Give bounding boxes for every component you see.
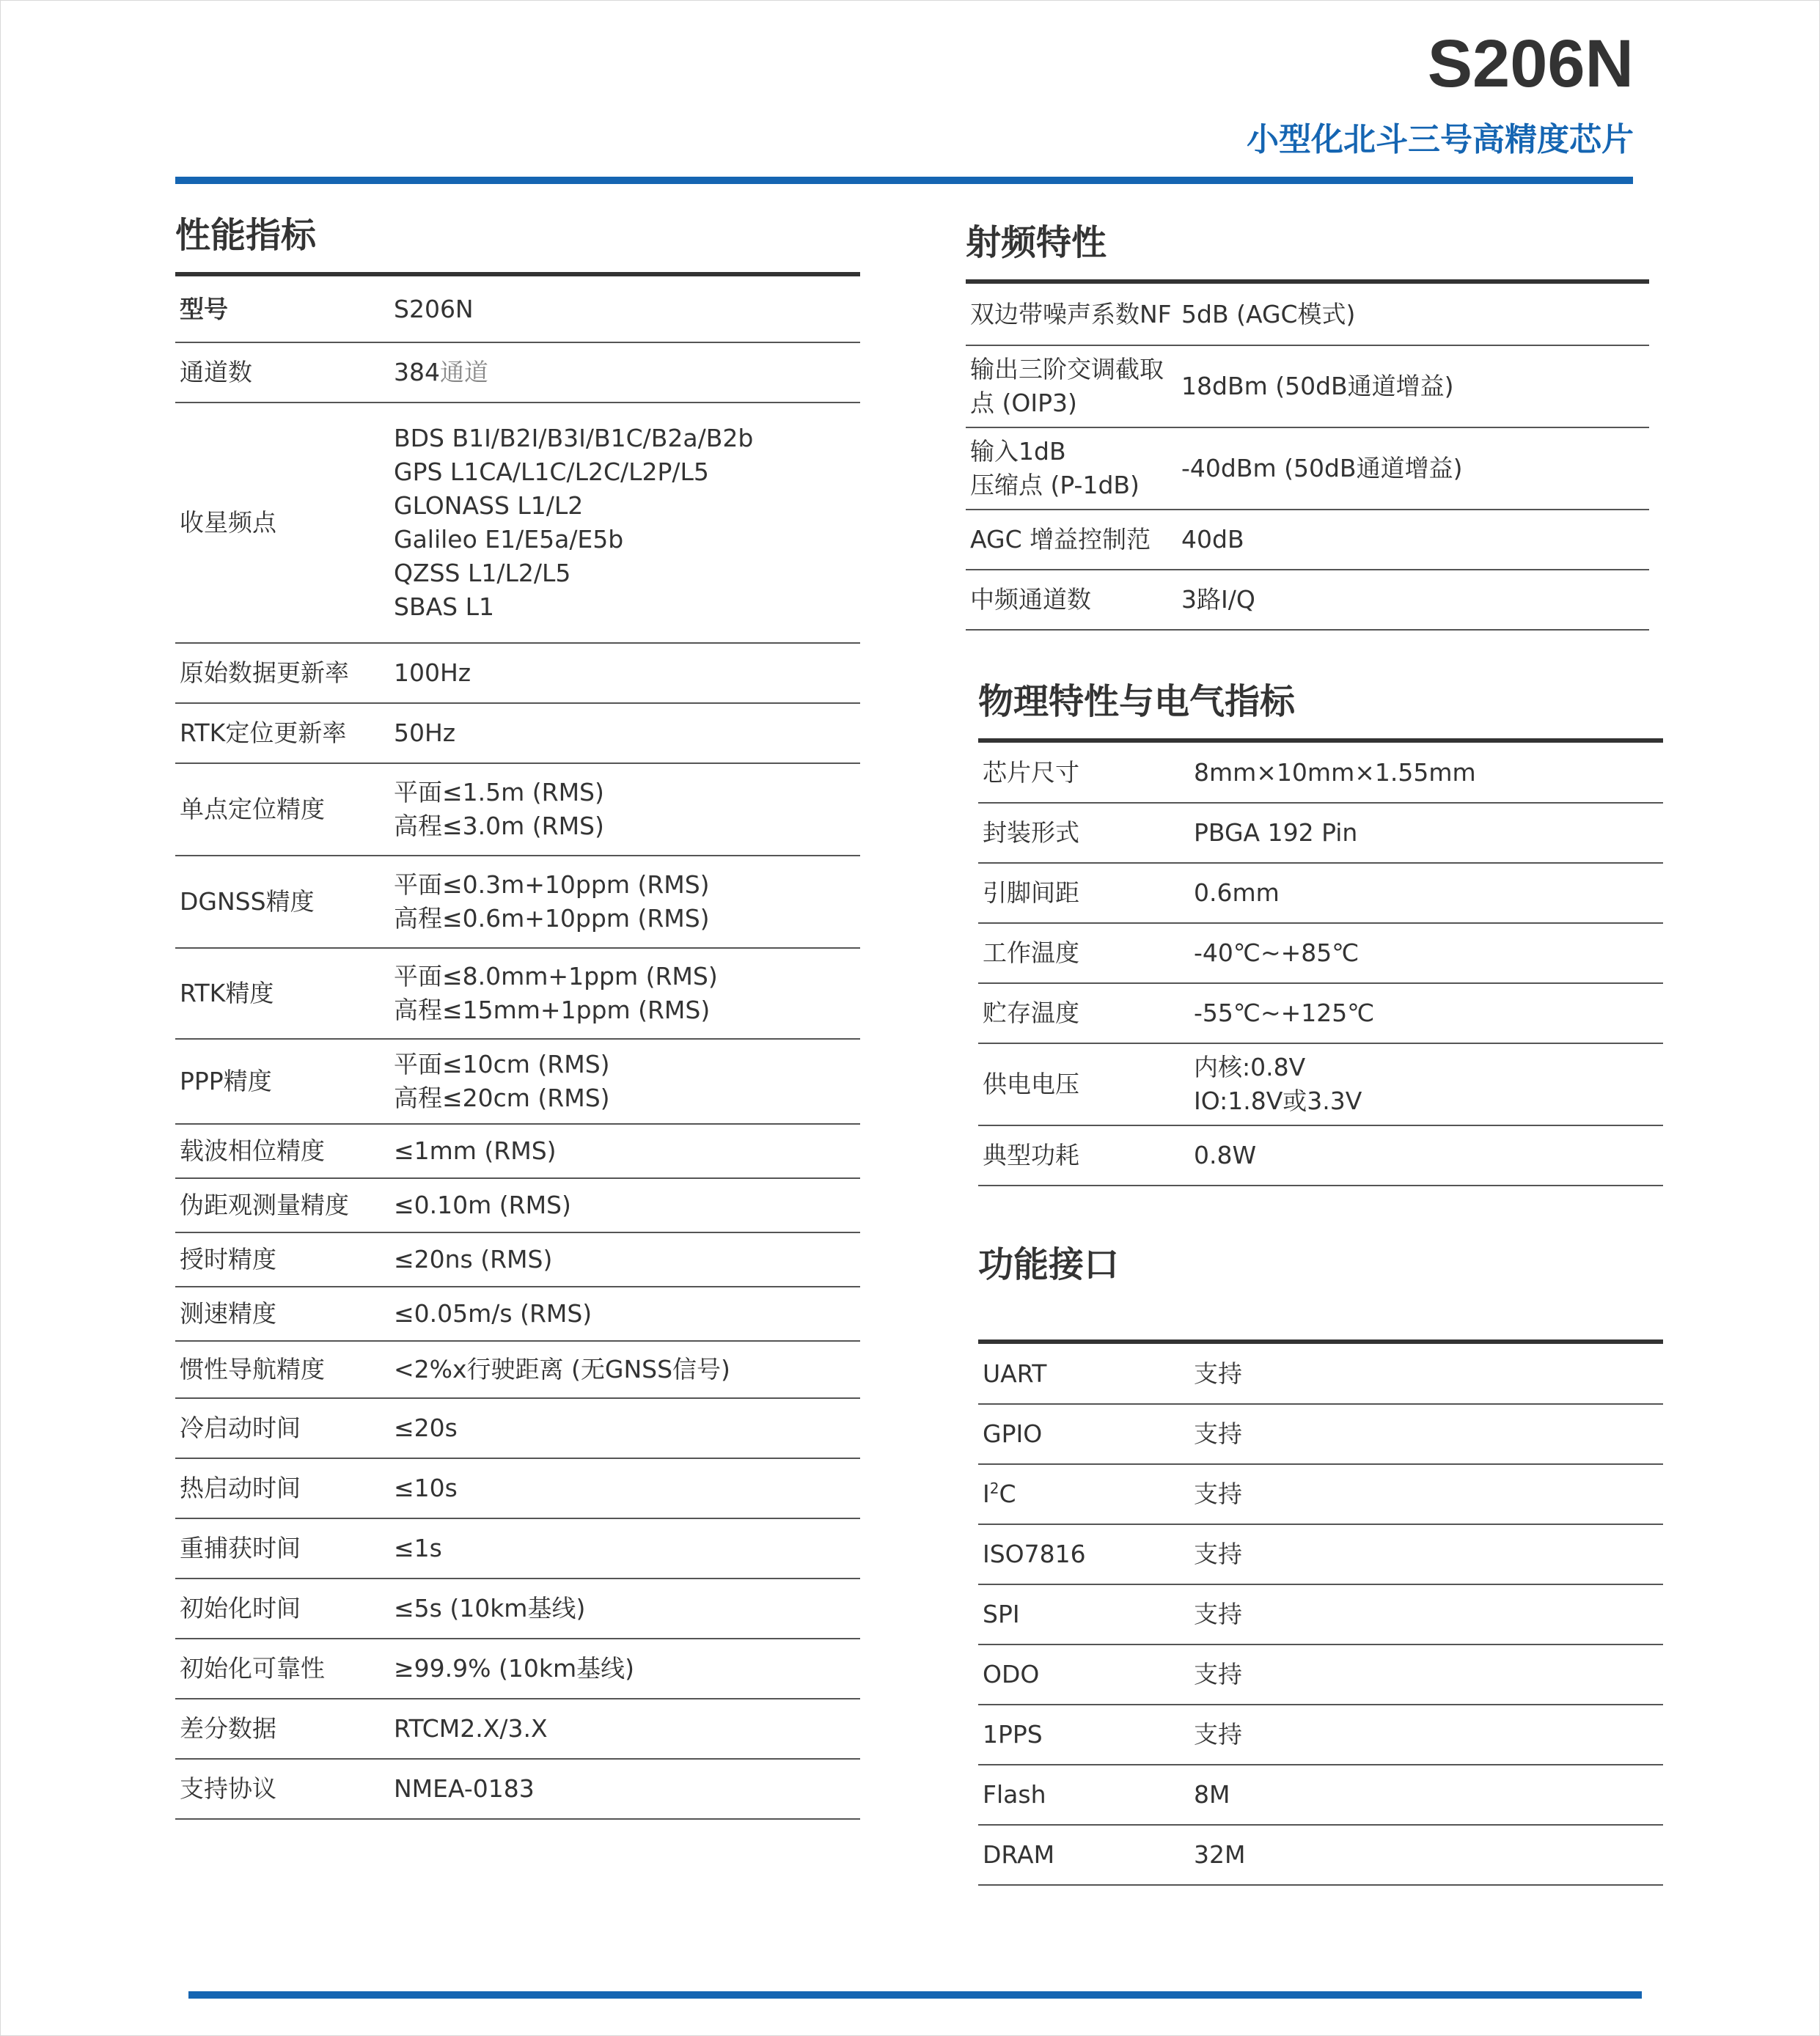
table-row [175, 1341, 860, 1398]
spec-key [175, 1232, 394, 1287]
spec-value [1181, 570, 1649, 630]
spec-value [1194, 1404, 1663, 1464]
spec-key [966, 427, 1181, 510]
section-title: 物理特性与电气指标 [978, 681, 1296, 722]
spec-value [1194, 983, 1663, 1043]
spec-key [978, 923, 1194, 983]
spec-value-line: 平面≤10cm (RMS) [394, 1050, 610, 1078]
spec-key-line: GPIO [983, 1419, 1043, 1448]
spec-value [1194, 743, 1663, 803]
spec-key-tail: C [999, 1480, 1016, 1508]
spec-key [978, 1464, 1194, 1524]
spec-value [394, 342, 860, 403]
table-row [175, 1699, 860, 1759]
table-row [978, 923, 1663, 983]
spec-key [175, 1458, 394, 1518]
spec-value [1194, 863, 1663, 923]
spec-key-line: DRAM [983, 1840, 1055, 1869]
spec-value-line: 内核:0.8V [1194, 1053, 1306, 1081]
spec-key-line: 工作温度 [983, 938, 1079, 967]
spec-value [394, 1398, 860, 1458]
spec-key-line: 初始化可靠性 [180, 1654, 325, 1683]
spec-key [175, 403, 394, 643]
spec-value-line: -55℃~+125℃ [1194, 999, 1375, 1027]
spec-value [1194, 1524, 1663, 1584]
spec-value-line: 8M [1194, 1780, 1230, 1809]
table-row [175, 1124, 860, 1178]
spec-value-line: 高程≤20cm (RMS) [394, 1084, 610, 1112]
spec-value-line: ≤5s (10km基线) [394, 1594, 586, 1622]
table-row [175, 1232, 860, 1287]
spec-value-line: 支持 [1194, 1720, 1242, 1749]
spec-value-line: 5dB (AGC模式) [1181, 299, 1356, 328]
table-row [175, 1178, 860, 1232]
spec-key [175, 1398, 394, 1458]
spec-value-line: 平面≤0.3m+10ppm (RMS) [394, 870, 710, 899]
spec-key-line: 原始数据更新率 [180, 658, 349, 687]
spec-value-line: 支持 [1194, 1419, 1242, 1448]
spec-value [1181, 284, 1649, 345]
top-blue-rule [175, 177, 1633, 184]
table-row [175, 1039, 860, 1124]
spec-value [394, 1639, 860, 1699]
spec-value-line: 0.8W [1194, 1141, 1257, 1169]
table-row [175, 643, 860, 703]
spec-value-line: 8mm×10mm×1.55mm [1194, 757, 1476, 787]
spec-key [175, 1178, 394, 1232]
spec-value-line: 高程≤15mm+1ppm (RMS) [394, 996, 711, 1024]
spec-key-line: 载波相位精度 [180, 1136, 325, 1165]
spec-value-line: QZSS L1/L2/L5 [394, 559, 571, 587]
table-row [175, 342, 860, 403]
spec-key-line: 测速精度 [180, 1299, 276, 1328]
spec-key [978, 1765, 1194, 1825]
spec-value [394, 948, 860, 1039]
spec-key-line: SPI [983, 1600, 1020, 1628]
spec-value-line: ≤0.05m/s (RMS) [394, 1299, 592, 1328]
spec-value [1194, 1344, 1663, 1404]
spec-key-line: 差分数据 [180, 1714, 276, 1743]
spec-key-line: 惯性导航精度 [180, 1355, 325, 1383]
spec-value [1181, 427, 1649, 510]
spec-value [394, 1039, 860, 1124]
spec-value-line: 平面≤1.5m (RMS) [394, 778, 604, 806]
table-row [966, 345, 1649, 427]
spec-value [394, 1287, 860, 1341]
spec-key [978, 1125, 1194, 1186]
spec-key [978, 1344, 1194, 1404]
spec-key-line: Flash [983, 1780, 1046, 1809]
spec-value [394, 703, 860, 763]
table-row [978, 1043, 1663, 1125]
spec-value-line: -40dBm (50dB通道增益) [1181, 454, 1463, 482]
spec-value [394, 276, 860, 342]
spec-key [978, 1043, 1194, 1125]
spec-value [394, 1178, 860, 1232]
spec-value [394, 1124, 860, 1178]
table-row [175, 856, 860, 948]
spec-value [1194, 803, 1663, 863]
spec-key-line: ODO [983, 1660, 1040, 1688]
spec-key [175, 856, 394, 948]
table-row [175, 1579, 860, 1639]
spec-key-line: RTK定位更新率 [180, 719, 347, 747]
table-row [978, 1644, 1663, 1705]
spec-key [978, 743, 1194, 803]
spec-key [175, 1287, 394, 1341]
spec-key-sup: 2 [989, 1480, 999, 1497]
spec-key [978, 1825, 1194, 1885]
spec-value-suffix: 通道 [440, 358, 488, 386]
spec-value [394, 403, 860, 643]
spec-key-line: 引脚间距 [983, 878, 1079, 907]
table-row [175, 1518, 860, 1579]
section-title: 射频特性 [966, 222, 1107, 263]
spec-key [978, 1584, 1194, 1644]
spec-key-line: 供电电压 [983, 1070, 1079, 1098]
spec-key-line: 压缩点 (P-1dB) [970, 471, 1140, 499]
spec-value-line: 100Hz [394, 658, 471, 687]
product-title: S206N [1427, 26, 1634, 101]
spec-key [978, 983, 1194, 1043]
spec-value-line: GLONASS L1/L2 [394, 491, 584, 520]
spec-key [175, 1579, 394, 1639]
spec-value-line: 0.6mm [1194, 878, 1280, 907]
product-subtitle: 小型化北斗三号高精度芯片 [1247, 121, 1634, 158]
spec-key [966, 510, 1181, 570]
spec-value-line: PBGA 192 Pin [1194, 818, 1358, 847]
spec-value [394, 1458, 860, 1518]
spec-key-line: PPP精度 [180, 1067, 272, 1095]
spec-key-line: 冷启动时间 [180, 1414, 301, 1442]
spec-value-line: ≤20s [394, 1414, 458, 1442]
spec-key [966, 345, 1181, 427]
spec-key [175, 703, 394, 763]
table-row [978, 803, 1663, 863]
spec-key-line: 支持协议 [180, 1774, 276, 1803]
spec-key-line: 重捕获时间 [180, 1534, 301, 1562]
table-row [966, 427, 1649, 510]
table-row [175, 1639, 860, 1699]
spec-key-line: 授时精度 [180, 1245, 276, 1274]
table-row [175, 948, 860, 1039]
rf-table [966, 284, 1649, 631]
spec-key-line: 收星频点 [180, 508, 276, 537]
spec-key-line: AGC 增益控制范 [970, 525, 1151, 554]
spec-value [1181, 345, 1649, 427]
spec-key-line: 点 (OIP3) [970, 389, 1077, 417]
table-row [978, 1125, 1663, 1186]
spec-value-line [394, 356, 856, 389]
interfaces-table [978, 1344, 1663, 1886]
spec-value [394, 1232, 860, 1287]
table-row [175, 1287, 860, 1341]
table-row [175, 1759, 860, 1819]
spec-key [175, 1124, 394, 1178]
table-row [175, 403, 860, 643]
spec-value-line: 18dBm (50dB通道增益) [1181, 372, 1454, 400]
spec-key [175, 1341, 394, 1398]
spec-key-line: 输入1dB [970, 437, 1066, 466]
spec-key-line: 中频通道数 [970, 585, 1091, 614]
table-row [978, 1765, 1663, 1825]
spec-value-line: ≤0.10m (RMS) [394, 1191, 571, 1219]
spec-key [175, 1518, 394, 1579]
spec-key-line: UART [983, 1359, 1047, 1388]
spec-key-line: 型号 [180, 294, 228, 323]
spec-value-line: SBAS L1 [394, 592, 494, 621]
spec-value-line: ≤20ns (RMS) [394, 1245, 553, 1274]
physical-section [978, 681, 1663, 1186]
spec-key [978, 1524, 1194, 1584]
spec-value-line: NMEA-0183 [394, 1774, 535, 1803]
table-row [966, 510, 1649, 570]
table-row [175, 1398, 860, 1458]
spec-key-line: 典型功耗 [983, 1141, 1079, 1169]
spec-key-line: I [983, 1480, 990, 1508]
table-row [175, 1458, 860, 1518]
spec-value-line: 40dB [1181, 525, 1244, 554]
spec-value [1194, 1125, 1663, 1186]
spec-value [1194, 1043, 1663, 1125]
table-row [175, 276, 860, 342]
table-row [978, 863, 1663, 923]
spec-value-line: 384 [394, 358, 440, 386]
spec-value [1194, 1765, 1663, 1825]
spec-value-line: 支持 [1194, 1359, 1242, 1388]
spec-key-line: ISO7816 [983, 1540, 1086, 1568]
section-title: 功能接口 [978, 1244, 1120, 1285]
spec-key-line: 初始化时间 [180, 1594, 301, 1622]
table-row [978, 1404, 1663, 1464]
spec-value-line: S206N [394, 294, 474, 323]
spec-value [1194, 1825, 1663, 1885]
spec-value [1194, 1644, 1663, 1705]
spec-value-line: IO:1.8V或3.3V [1194, 1087, 1362, 1115]
spec-value-line: GPS L1CA/L1C/L2C/L2P/L5 [394, 457, 709, 486]
spec-value [394, 1341, 860, 1398]
table-row [966, 570, 1649, 630]
table-row [175, 703, 860, 763]
spec-value-line: 支持 [1194, 1480, 1242, 1508]
spec-value-line: BDS B1I/B2I/B3I/B1C/B2a/B2b [394, 424, 754, 452]
spec-value [1194, 1584, 1663, 1644]
spec-key [978, 803, 1194, 863]
spec-value [394, 1518, 860, 1579]
section-title: 性能指标 [175, 215, 317, 256]
spec-key [175, 1759, 394, 1819]
spec-value-line: <2%x行驶距离 (无GNSS信号) [394, 1355, 730, 1383]
spec-value-line: 高程≤3.0m (RMS) [394, 812, 604, 840]
bottom-blue-rule [188, 1991, 1642, 1999]
spec-key-line: 双边带噪声系数NF [970, 299, 1172, 328]
spec-key-line: 1PPS [983, 1720, 1043, 1749]
table-row [978, 1825, 1663, 1885]
spec-key [978, 1705, 1194, 1765]
table-row [978, 1464, 1663, 1524]
spec-key-line: 伪距观测量精度 [180, 1191, 349, 1219]
spec-key-line: 输出三阶交调截取 [970, 355, 1164, 383]
spec-key-line: 通道数 [180, 358, 252, 386]
spec-key [175, 643, 394, 703]
performance-section [175, 215, 860, 1820]
spec-key-line: DGNSS精度 [180, 887, 315, 916]
table-row [978, 1584, 1663, 1644]
spec-value [1181, 510, 1649, 570]
spec-value [1194, 923, 1663, 983]
spec-value-line: 平面≤8.0mm+1ppm (RMS) [394, 962, 718, 991]
spec-value [394, 1579, 860, 1639]
spec-value [394, 1699, 860, 1759]
spec-key-line: 芯片尺寸 [983, 757, 1079, 787]
spec-value-line: 支持 [1194, 1600, 1242, 1628]
spec-key [978, 1404, 1194, 1464]
table-row [978, 983, 1663, 1043]
spec-value-line: ≤1s [394, 1534, 442, 1562]
spec-key [175, 763, 394, 856]
spec-value [1194, 1705, 1663, 1765]
spec-key [175, 948, 394, 1039]
spec-key-line: 单点定位精度 [180, 795, 325, 823]
spec-key-line: RTK精度 [180, 979, 274, 1007]
spec-value-line: Galileo E1/E5a/E5b [394, 525, 624, 554]
spec-key-line: 封装形式 [983, 818, 1079, 847]
table-row [978, 743, 1663, 803]
spec-key [175, 1639, 394, 1699]
physical-table [978, 743, 1663, 1186]
spec-value [394, 1759, 860, 1819]
table-row [978, 1524, 1663, 1584]
spec-value [1194, 1464, 1663, 1524]
table-row [978, 1705, 1663, 1765]
spec-value-line: 高程≤0.6m+10ppm (RMS) [394, 904, 710, 933]
spec-value-line: ≥99.9% (10km基线) [394, 1654, 634, 1683]
spec-value-line: 3路I/Q [1181, 585, 1255, 614]
table-row [175, 763, 860, 856]
spec-key [175, 1039, 394, 1124]
interfaces-section [978, 1244, 1663, 1886]
spec-key [966, 570, 1181, 630]
rf-section [966, 222, 1649, 631]
table-row [966, 284, 1649, 345]
spec-key [966, 284, 1181, 345]
spec-key [175, 342, 394, 403]
spec-value-line: RTCM2.X/3.X [394, 1714, 548, 1743]
spec-value-line: 支持 [1194, 1660, 1242, 1688]
spec-value-line: 支持 [1194, 1540, 1242, 1568]
performance-table [175, 276, 860, 1820]
spec-key [175, 276, 394, 342]
spec-value [394, 643, 860, 703]
spec-value-line: 50Hz [394, 719, 456, 747]
spec-key [175, 1699, 394, 1759]
spec-value [394, 763, 860, 856]
spec-key-line: 热启动时间 [180, 1474, 301, 1502]
spec-key [978, 1644, 1194, 1705]
spec-value [394, 856, 860, 948]
spec-value-line: -40℃~+85℃ [1194, 938, 1360, 967]
spec-value-line: ≤10s [394, 1474, 458, 1502]
table-row [978, 1344, 1663, 1404]
spec-value-line: 32M [1194, 1840, 1246, 1869]
spec-value-line: ≤1mm (RMS) [394, 1136, 557, 1165]
spec-key [978, 863, 1194, 923]
spec-key-line: 贮存温度 [983, 999, 1079, 1027]
